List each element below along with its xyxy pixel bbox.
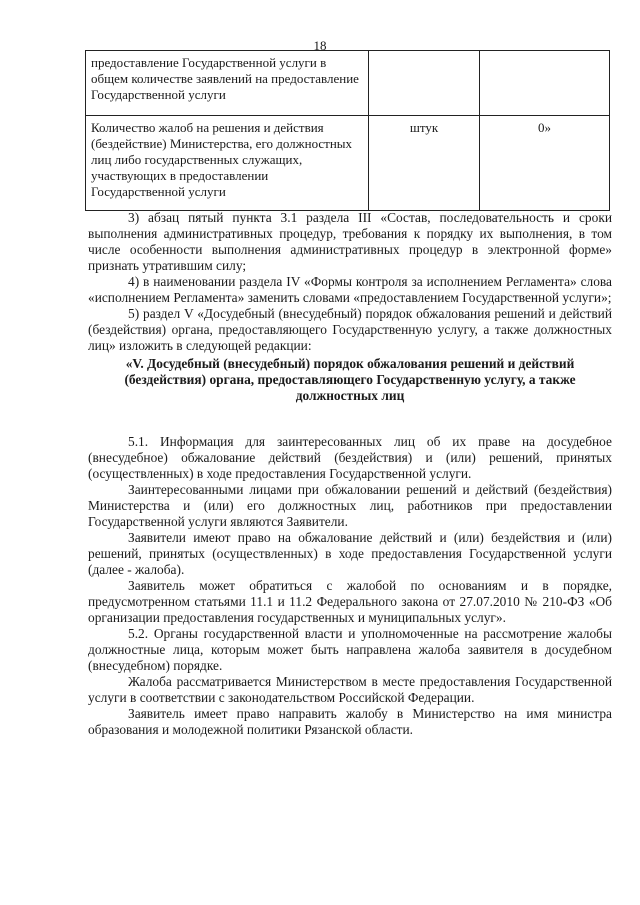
unit-cell: штук bbox=[369, 116, 480, 211]
indicator-cell: Количество жалоб на решения и действия (бездействие) Министерства, его должностных лиц либо государственных служащих, участвующих в предоставлении Государственной услуги bbox=[86, 116, 369, 211]
section-paragraph: 5.1. Информация для заинтересованных лиц об их праве на досудебное (внесудебное) обжалование действий (бездействия) и (или) решений, принятых (осуществленных) в ходе предоставления Государственной услуги. bbox=[88, 434, 612, 481]
unit-cell bbox=[369, 51, 480, 116]
section-paragraph: Заинтересованными лицами при обжаловании решений и действий (бездействия) Министерства и (или) его должностных лиц, работников при предоставлении Государственной услуги являются Заявители. bbox=[88, 482, 612, 529]
amendment-paragraph: 5) раздел V «Досудебный (внесудебный) порядок обжалования решений и действий (бездействия) органа, предоставляющего Государственную услугу, а также должностных лиц» изложить в следующей редакции: bbox=[88, 306, 612, 353]
value-cell: 0» bbox=[480, 116, 610, 211]
section-paragraph: Заявитель имеет право направить жалобу в Министерство на имя министра образования и молодежной политики Рязанской области. bbox=[88, 706, 612, 737]
document-body bbox=[88, 210, 612, 738]
section-title: «V. Досудебный (внесудебный) порядок обжалования решений и действий (бездействия) органа, предоставляющего Государственную услугу, а также должностных лиц bbox=[124, 356, 576, 403]
table-row bbox=[86, 51, 610, 116]
value-cell bbox=[480, 51, 610, 116]
amendment-paragraph: 4) в наименовании раздела IV «Формы контроля за исполнением Регламента» слова «исполнением Регламента» заменить словами «предоставлением Государственной услуги»; bbox=[88, 274, 612, 305]
amendment-paragraph: 3) абзац пятый пункта 3.1 раздела III «Состав, последовательность и сроки выполнения административных процедур, требования к порядку их выполнения, в том числе особенности выполнения административных процедур в электронной форме» признать утратившим силу; bbox=[88, 210, 612, 273]
indicators-table bbox=[85, 50, 610, 211]
section-paragraph: Заявители имеют право на обжалование действий и (или) бездействия и (или) решений, принятых (осуществленных) в ходе предоставления Государственной услуги (далее - жалоба). bbox=[88, 530, 612, 577]
table-row bbox=[86, 116, 610, 211]
section-paragraph: Заявитель может обратиться с жалобой по основаниям и в порядке, предусмотренном статьями 11.1 и 11.2 Федерального закона от 27.07.2010 № 210-ФЗ «Об организации предоставления государственных и муниципальных услуг». bbox=[88, 578, 612, 625]
section-paragraph: Жалоба рассматривается Министерством в месте предоставления Государственной услуги в соответствии с законодательством Российской Федерации. bbox=[88, 674, 612, 705]
section-paragraph: 5.2. Органы государственной власти и уполномоченные на рассмотрение жалобы должностные лица, которым может быть направлена жалоба заявителя в досудебном (внесудебном) порядке. bbox=[88, 626, 612, 673]
page-number: 18 bbox=[313, 38, 327, 53]
indicator-cell: предоставление Государственной услуги в общем количестве заявлений на предоставление Государственной услуги bbox=[86, 51, 369, 116]
